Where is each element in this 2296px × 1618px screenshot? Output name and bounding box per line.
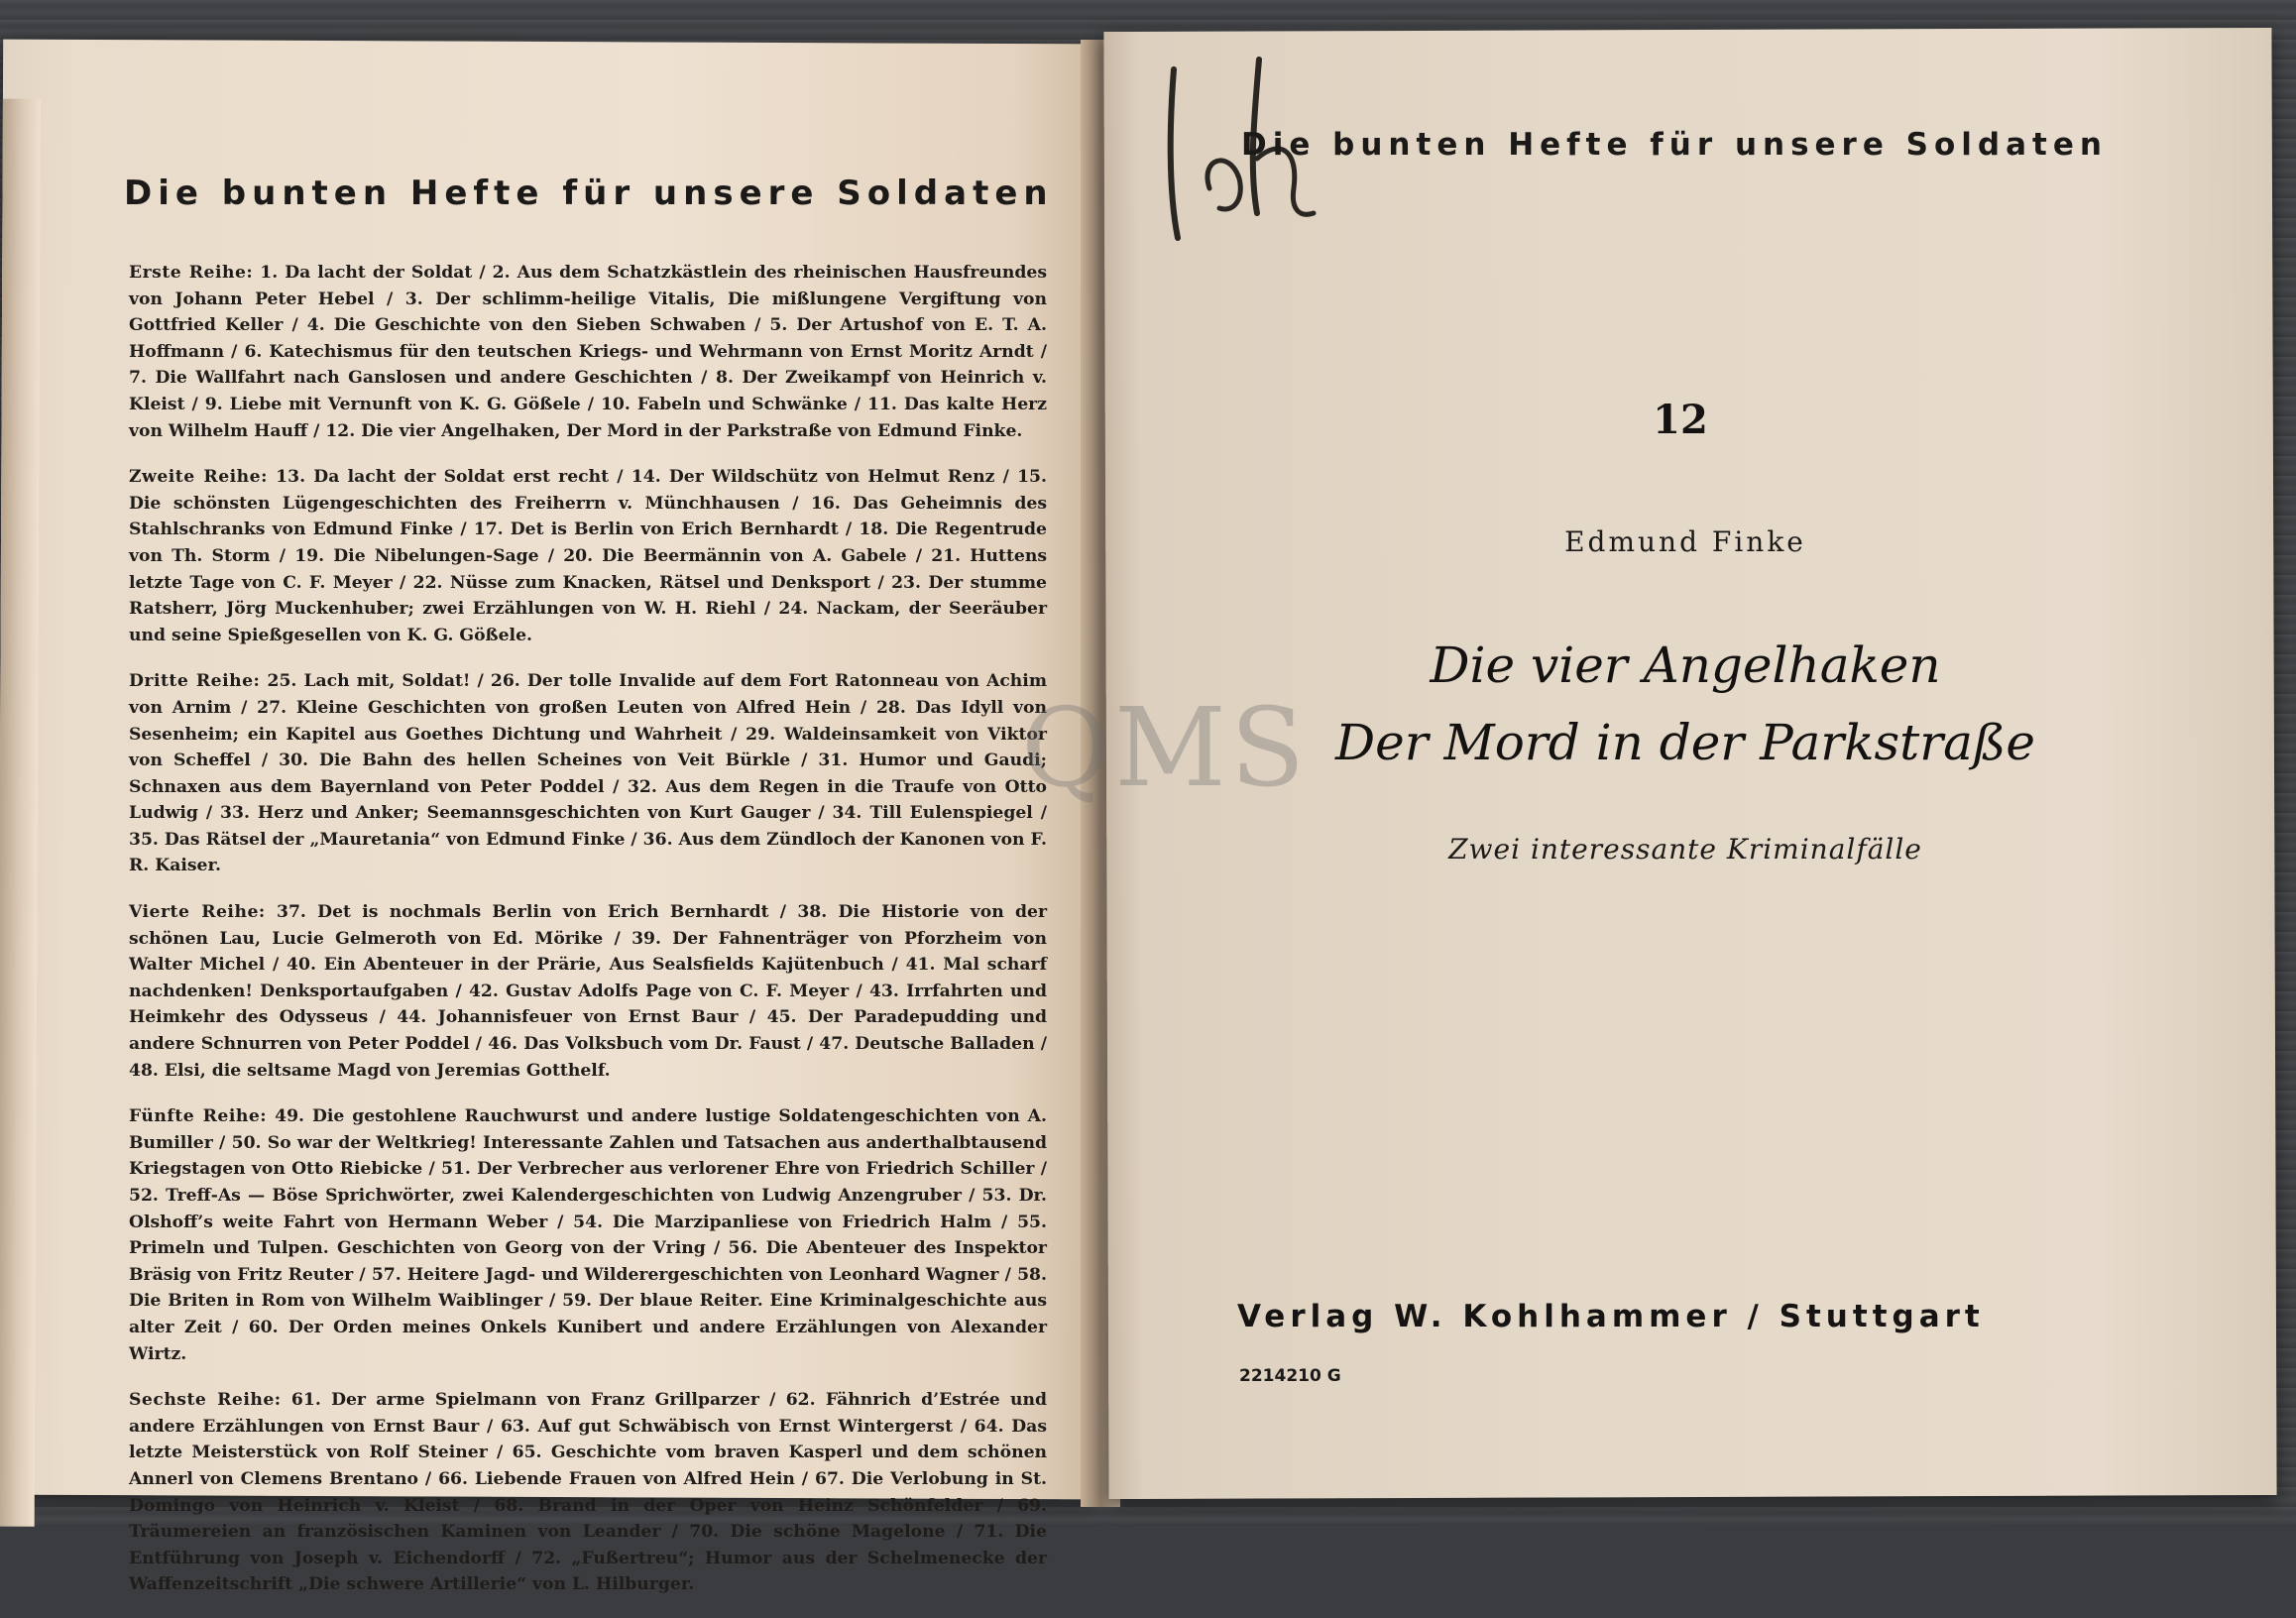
catalog-series-text: 49. Die gestohlene Rauchwurst und andere lustige Soldatengeschichten von A. Bumiller / 50. So war der Weltkrieg! Interessante Zahlen und Tatsachen aus anderthalbtausend Kriegstagen von Otto Riebicke / 51. Der Verbrecher aus verlorener Ehre von Friedrich Schiller / 52. Treff-As — Böse Sprichwörter, zwei Kalendergeschichten von Ludwig Anzengruber / 53. Dr. Olshoff’s weite Fahrt von Hermann Weber / 54. Die Marzipanliese von Friedrich Halm / 55. Primeln und Tulpen. Geschichten von Georg von der Vring / 56. Die Abenteuer des Inspektor Bräsig von Fritz Reuter / 57. Heitere Jagd- und Wilderergeschichten von Leonhard Wagner / 58. Die Briten in Rom von Wilhelm Waiblinger / 59. Der blaue Reiter. Eine Kriminalgeschichte aus alter Zeit / 60. Der Orden meines Onkels Kunibert und andere Erzählungen von Alexander Wirtz.: [129, 1106, 1047, 1364]
issue-number: 12: [1653, 397, 1708, 443]
author-name: Edmund Finke: [1564, 525, 1806, 558]
catalog-series-label: Erste Reihe:: [129, 263, 254, 283]
publisher-line: Verlag W. Kohlhammer / Stuttgart: [1237, 1299, 1985, 1334]
book-title: [1289, 627, 2082, 781]
catalog-entry: [129, 899, 1047, 1084]
catalog-series-label: Sechste Reihe:: [129, 1390, 282, 1411]
catalog-series-text: 61. Der arme Spielmann von Franz Grillparzer / 62. Fähnrich d’Estrée und andere Erzählungen von Ernst Baur / 63. Auf gut Schwäbisch von Ernst Wintergerst / 64. Das letzte Meisterstück von Rolf Steiner / 65. Geschichte vom braven Kasperl und dem schönen Annerl von Clemens Brentano / 66. Liebende Frauen von Alfred Hein / 67. Die Verlobung in St. Domingo von Heinrich v. Kleist / 68. Brand in der Oper von Heinz Schönfelder / 69. Träumereien an französischen Kaminen von Leander / 70. Die schöne Magelone / 71. Die Entführung von Joseph v. Eichendorff / 72. „Fußertreu“; Humor aus der Schelmenecke der Waffenzeitschrift „Die schwere Artillerie“ von L. Hilburger.: [129, 1390, 1047, 1595]
watermark: QMS: [1021, 684, 1310, 811]
catalog-series-text: 25. Lach mit, Soldat! / 26. Der tolle Invalide auf dem Fort Ratonneau von Achim von Arnim / 27. Kleine Geschichten von großen Leuten von Alfred Hein / 28. Das Idyll von Sesenheim; ein Kapitel aus Goethes Dichtung und Wahrheit / 29. Waldeinsamkeit von Viktor von Scheffel / 30. Die Bahn des hellen Scheines von Veit Bürkle / 31. Humor und Gaudi; Schnaxen aus dem Bayernland von Peter Poddel / 32. Aus dem Regen in die Traufe von Otto Ludwig / 33. Herz und Anker; Seemannsgeschichten von Kurt Gauger / 34. Till Eulenspiegel / 35. Das Rätsel der „Mauretania“ von Edmund Finke / 36. Aus dem Zündloch der Kanonen von F. R. Kaiser.: [129, 671, 1048, 876]
catalog-entry: [129, 464, 1047, 648]
print-code: 2214210 G: [1239, 1366, 1341, 1386]
catalog-series-label: Zweite Reihe:: [129, 467, 268, 488]
catalog-series-text: 1. Da lacht der Soldat / 2. Aus dem Schatzkästlein des rheinischen Hausfreundes von Johann Peter Hebel / 3. Der schlimm-heilige Vitalis, Die mißlungene Vergiftung von Gottfried Keller / 4. Die Geschichte von den Sieben Schwaben / 5. Der Artushof von E. T. A. Hoffmann / 6. Katechismus für den teutschen Kriegs- und Wehrmann von Ernst Moritz Arndt / 7. Die Wallfahrt nach Ganslosen und andere Geschichten / 8. Der Zweikampf von Heinrich v. Kleist / 9. Liebe mit Vernunft von K. G. Gößele / 10. Fabeln und Schwänke / 11. Das kalte Herz von Wilhelm Hauff / 12. Die vier Angelhaken, Der Mord in der Parkstraße von Edmund Finke.: [129, 263, 1047, 441]
left-series-title: Die bunten Hefte für unsere Soldaten: [124, 173, 1054, 213]
catalog-entry: [129, 260, 1047, 444]
catalog-series-text: 37. Det is nochmals Berlin von Erich Bernhardt / 38. Die Historie von der schönen Lau, Lucie Gelmeroth von Ed. Mörike / 39. Der Fahnenträger von Pforzheim von Walter Michel / 40. Ein Abenteuer in der Prärie, Aus Sealsfields Kajütenbuch / 41. Mal scharf nachdenken! Denksportaufgaben / 42. Gustav Adolfs Page von C. F. Meyer / 43. Irrfahrten und Heimkehr des Odysseus / 44. Johannisfeuer von Ernst Baur / 45. Der Paradepudding und andere Schnurren von Peter Poddel / 46. Das Volksbuch vom Dr. Faust / 47. Deutsche Balladen / 48. Elsi, die seltsame Magd von Jeremias Gotthelf.: [129, 902, 1048, 1081]
catalog-series-label: Fünfte Reihe:: [129, 1106, 268, 1127]
series-catalog: [129, 260, 1047, 1618]
underlying-page-edge: [0, 99, 41, 1527]
catalog-entry: [129, 1103, 1047, 1367]
title-line-1: Die vier Angelhaken: [1430, 636, 1941, 694]
right-series-title: Die bunten Hefte für unsere Soldaten: [1241, 127, 2108, 163]
catalog-entry: [129, 1387, 1047, 1598]
catalog-series-text: 13. Da lacht der Soldat erst recht / 14. Der Wildschütz von Helmut Renz / 15. Die schönsten Lügengeschichten des Freiherrn v. Münchhausen / 16. Das Geheimnis des Stahlschranks von Edmund Finke / 17. Det is Berlin von Erich Bernhardt / 18. Die Regentrude von Th. Storm / 19. Die Nibelungen-Sage / 20. Die Beermännin von A. Gabele / 21. Huttens letzte Tage von C. F. Meyer / 22. Nüsse zum Knacken, Rätsel und Denksport / 23. Der stumme Ratsherr, Jörg Muckenhuber; zwei Erzählungen von W. H. Riehl / 24. Nackam, der Seeräuber und seine Spießgesellen von K. G. Gößele.: [129, 467, 1047, 645]
catalog-series-label: Vierte Reihe:: [129, 902, 266, 923]
book-subtitle: Zwei interessante Kriminalfälle: [1448, 833, 1922, 866]
catalog-entry: [129, 668, 1047, 879]
catalog-series-label: Dritte Reihe:: [129, 671, 261, 692]
title-line-2: Der Mord in der Parkstraße: [1335, 714, 2035, 771]
